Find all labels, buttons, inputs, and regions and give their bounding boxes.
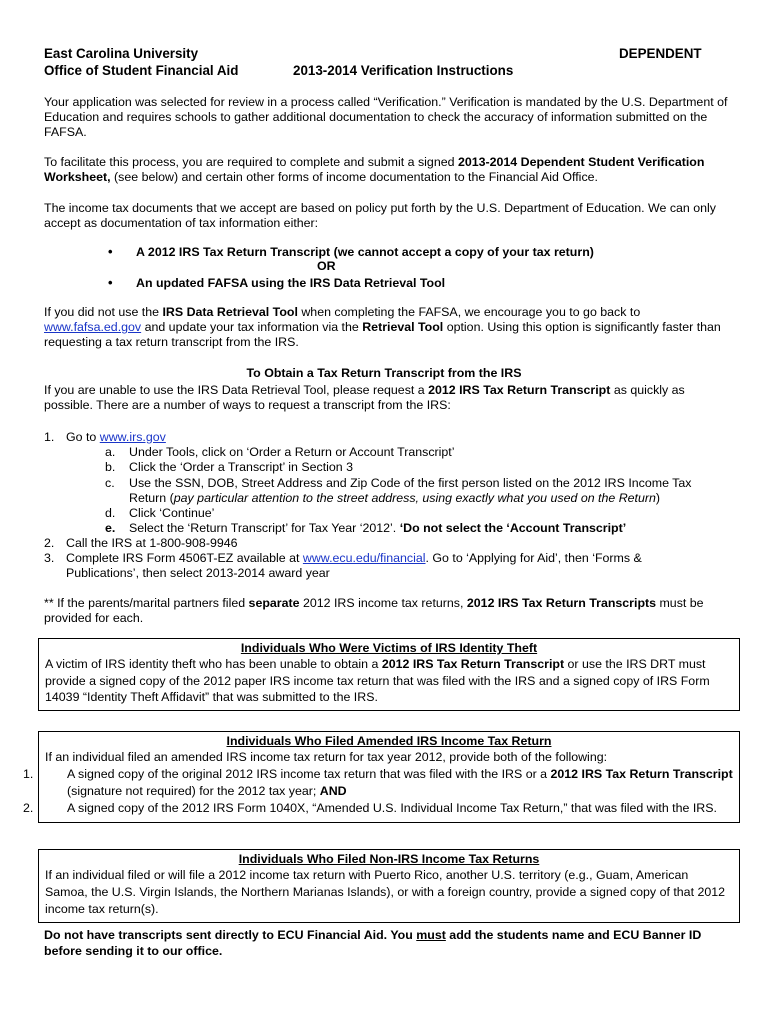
dependency-status: DEPENDENT	[619, 46, 702, 61]
amended-item-2: 2. A signed copy of the 2012 IRS Form 1040X, “Amended U.S. Individual Income Tax Return,” that was filed with the IRS.	[23, 801, 717, 815]
ecu-financial-link[interactable]: www.ecu.edu/financial	[302, 551, 426, 565]
drt-paragraph: If you did not use the IRS Data Retrieval Tool when completing the FAFSA, we encourage you to go back to www.fafsa.ed.gov and update your tax information via the Retrieval Tool option. Using this option is significantly faster than requesting a tax return transcript from the IRS.	[44, 305, 721, 349]
sub-step-c: c. Use the SSN, DOB, Street Address and Zip Code of the first person listed on the 2012 IRS Income Tax	[105, 476, 692, 490]
option-transcript: • A 2012 IRS Tax Return Transcript (we cannot accept a copy of your tax return)	[108, 244, 594, 259]
sub-step-e: e. Select the ‘Return Transcript’ for Tax Year ‘2012’. ‘Do not select the ‘Account Transcript’	[105, 521, 627, 535]
irs-link[interactable]: www.irs.gov	[99, 430, 166, 444]
worksheet-name: 2013-2014 Dependent Student Verification Worksheet,	[44, 155, 705, 184]
bullet-icon: •	[108, 275, 113, 290]
step-2: 2. Call the IRS at 1-800-908-9946	[44, 536, 238, 550]
amended-return-intro: If an individual filed an amended IRS income tax return for tax year 2012, provide both of the following:	[45, 750, 608, 764]
transcript-intro: If you are unable to use the IRS Data Retrieval Tool, please request a 2012 IRS Tax Return Transcript as quickly as possible. There are a number of ways to request a transcript from the IRS:	[44, 383, 685, 412]
identity-theft-text: A victim of IRS identity theft who has been unable to obtain a 2012 IRS Tax Return Transcript or use the IRS DRT must provide a signed copy of the 2012 paper IRS income tax return that was filed with the IRS and a signed copy of IRS Form 14039 “Identity Theft Affidavit” that was submitted to the IRS.	[45, 657, 710, 704]
step-3: 3. Complete IRS Form 4506T-EZ available at www.ecu.edu/financial. Go to ‘Applying for Aid’, then ‘Forms &	[44, 551, 642, 565]
separate-returns-note: ** If the parents/marital partners filed separate 2012 IRS income tax returns, 2012 IRS Tax Return Transcripts must be provided for each.	[44, 596, 704, 625]
amended-item-1: 1. A signed copy of the original 2012 IRS income tax return that was filed with the IRS or a 2012 IRS Tax Return Transcript (signature not required) for the 2012 tax year; AND	[23, 767, 733, 798]
non-irs-text: If an individual filed or will file a 2012 income tax return with Puerto Rico, another U.S. territory (e.g., Guam, American Samoa, the U.S. Virgin Islands, the Northern Marianas Islands), or with a foreign country, provide a signed copy of that 2012 income tax return(s).	[45, 868, 726, 916]
intro-paragraph: Your application was selected for review in a process called “Verification.” Verification is mandated by the U.S. Department of Education and requires schools to gather additional documentation to check the accuracy of information submitted on the FAFSA.	[44, 95, 728, 139]
office-name: Office of Student Financial Aid	[44, 63, 239, 78]
sub-step-d: d. Click ‘Continue’	[105, 506, 215, 520]
worksheet-paragraph: To facilitate this process, you are required to complete and submit a signed 2013-2014 Dependent Student Verification Worksheet, (see below) and certain other forms of income documentation to the Financial Aid Office.	[44, 155, 705, 184]
tax-documents-paragraph: The income tax documents that we accept are based on policy put forth by the U.S. Department of Education. We can only accept as documentation of tax information either:	[44, 201, 716, 230]
amended-return-box	[23, 731, 740, 823]
university-name: East Carolina University	[44, 46, 199, 61]
transcript-heading: To Obtain a Tax Return Transcript from the IRS	[246, 366, 522, 380]
non-irs-box	[38, 849, 740, 923]
sub-step-a: a. Under Tools, click on ‘Order a Return or Account Transcript’	[105, 445, 455, 459]
sub-step-c-continued: Return (pay particular attention to the street address, using exactly what you used on the Return)	[129, 491, 661, 505]
identity-theft-title: Individuals Who Were Victims of IRS Identity Theft	[240, 641, 538, 655]
document-title: 2013-2014 Verification Instructions	[293, 63, 514, 78]
step-3-continued: Publications’, then select 2013-2014 award year	[66, 566, 330, 580]
amended-return-title: Individuals Who Filed Amended IRS Income Tax Return	[226, 734, 552, 748]
identity-theft-box	[38, 638, 740, 711]
non-irs-title: Individuals Who Filed Non-IRS Income Tax Returns	[238, 852, 540, 866]
footer-note: Do not have transcripts sent directly to ECU Financial Aid. You must add the students name and ECU Banner ID before sending it to our office.	[44, 928, 702, 958]
option-fafsa-drt: • An updated FAFSA using the IRS Data Retrieval Tool	[108, 275, 446, 290]
bullet-icon: •	[108, 244, 113, 259]
fafsa-link[interactable]: www.fafsa.ed.gov	[44, 320, 142, 334]
sub-step-b: b. Click the ‘Order a Transcript’ in Section 3	[105, 460, 354, 474]
step-1: 1. Go to www.irs.gov	[44, 430, 166, 444]
option-or: OR	[317, 259, 336, 273]
